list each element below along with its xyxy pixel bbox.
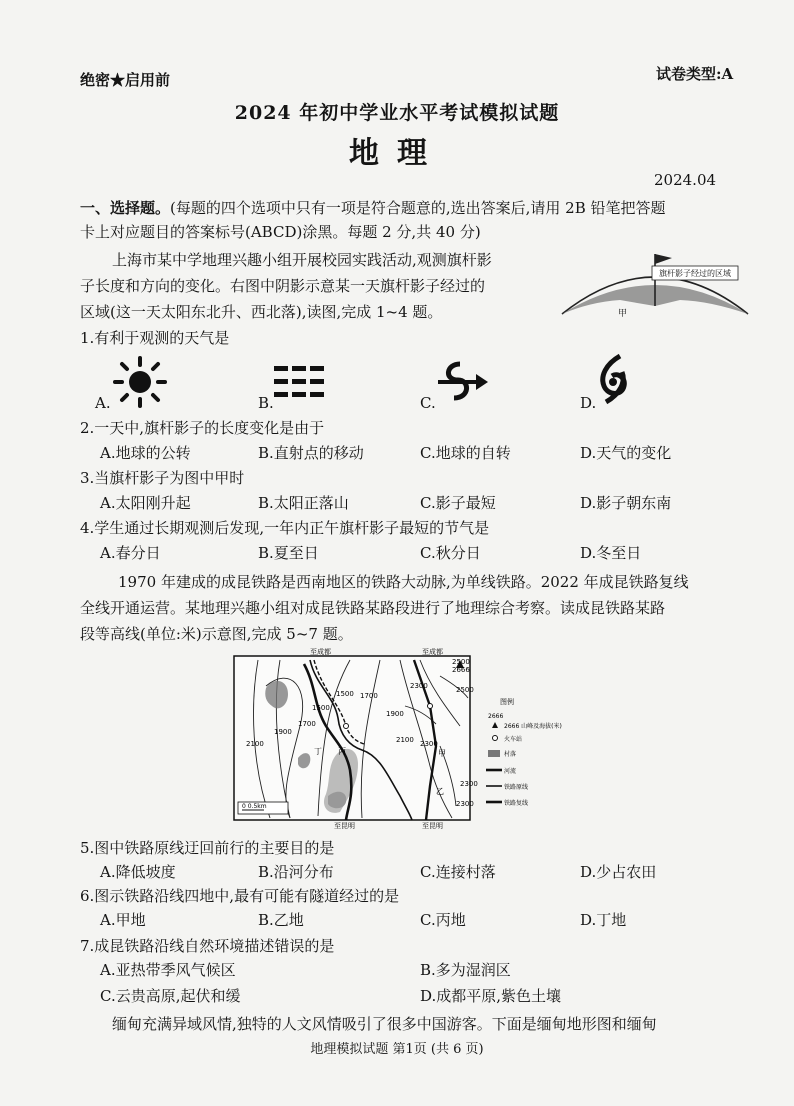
material1-line1: 上海市某中学地理兴趣小组开展校园实践活动,观测旗杆影 <box>112 251 492 269</box>
q7-option-b: B.多为湿润区 <box>420 961 511 979</box>
legend-village: 村落 <box>504 751 517 758</box>
figure-label: 旗杆影子经过的区域 <box>659 269 731 278</box>
contour-label: 1900 <box>274 728 292 736</box>
q1-option-c: C. <box>420 394 436 412</box>
contour-label: 1700 <box>298 720 316 728</box>
contour-label: 2300 <box>456 800 474 808</box>
material2-line2: 全线开通运营。某地理兴趣小组对成昆铁路某路段进行了地理综合考察。读成昆铁路某路 <box>80 599 666 617</box>
q2-option-d: D.天气的变化 <box>580 444 672 462</box>
contour-label: 2300 <box>460 780 478 788</box>
place-ding: 丁 <box>314 747 322 756</box>
figure-point-jia: 甲 <box>618 309 628 319</box>
q1-stem: 1.有利于观测的天气是 <box>80 329 230 347</box>
legend-station: 火车站 <box>504 736 523 743</box>
section-instructions-1 <box>80 198 666 218</box>
map-scale: 0 0.5km <box>242 803 267 810</box>
q7-option-c: C.云贵高原,起伏和缓 <box>100 987 241 1005</box>
q4-option-a: A.春分日 <box>100 544 161 562</box>
section-heading: 一、选择题。 <box>80 199 171 217</box>
to-chengdu-left: 至成都 <box>310 648 331 656</box>
sunny-icon <box>112 356 168 408</box>
contour-map <box>230 646 562 830</box>
contour-label: 2300 <box>410 682 428 690</box>
q5-option-a: A.降低坡度 <box>100 863 176 881</box>
q6-option-b: B.乙地 <box>258 911 304 929</box>
wind-arrow-icon <box>434 358 490 406</box>
contour-label: 2500 <box>452 658 470 666</box>
typhoon-icon <box>596 354 630 404</box>
legend-peak-value: 2666 <box>488 713 504 720</box>
material1-line3: 区域(这一天太阳东北升、西北落),读图,完成 1~4 题。 <box>80 303 443 321</box>
q5-stem: 5.图中铁路原线迂回前行的主要目的是 <box>80 839 335 857</box>
to-chengdu-right: 至成都 <box>422 648 443 656</box>
q3-option-d: D.影子朝东南 <box>580 494 672 512</box>
q6-option-a: A.甲地 <box>100 911 146 929</box>
page-footer: 地理模拟试题 第1页 (共 6 页) <box>310 1042 484 1057</box>
material2-line1: 1970 年建成的成昆铁路是西南地区的铁路大动脉,为单线铁路。2022 年成昆铁路复线 <box>118 573 689 591</box>
flagpole-shadow-figure <box>560 246 750 318</box>
to-kunming-right: 至昆明 <box>422 822 443 830</box>
q6-option-d: D.丁地 <box>580 911 627 929</box>
material1-line2: 子长度和方向的变化。右图中阴影示意某一天旗杆影子经过的 <box>80 277 486 295</box>
legend-peak: 2666 山峰及海拔(米) <box>504 723 562 730</box>
secret-label: 绝密★启用前 <box>80 71 171 89</box>
q6-stem: 6.图示铁路沿线四地中,最有可能有隧道经过的是 <box>80 887 400 905</box>
to-kunming-left: 至昆明 <box>334 822 355 830</box>
q5-option-c: C.连接村落 <box>420 863 496 881</box>
q3-option-c: C.影子最短 <box>420 494 496 512</box>
q7-stem: 7.成昆铁路沿线自然环境描述错误的是 <box>80 937 335 955</box>
q5-option-d: D.少占农田 <box>580 863 657 881</box>
q2-stem: 2.一天中,旗杆影子的长度变化是由于 <box>80 419 325 437</box>
contour-label: 2300 <box>420 740 438 748</box>
q5-option-b: B.沿河分布 <box>258 863 334 881</box>
q2-option-c: C.地球的自转 <box>420 444 511 462</box>
legend-new-rail: 铁路复线 <box>504 800 529 807</box>
q7-option-d: D.成都平原,紫色土壤 <box>420 987 562 1005</box>
peak-value: 2666 <box>452 666 470 674</box>
exam-date: 2024.04 <box>654 171 717 189</box>
q7-option-a: A.亚热带季风气候区 <box>100 961 236 979</box>
q4-stem: 4.学生通过长期观测后发现,一年内正午旗杆影子最短的节气是 <box>80 519 490 537</box>
q6-option-c: C.丙地 <box>420 911 466 929</box>
legend-river: 河流 <box>504 768 517 775</box>
q1-option-a: A. <box>95 394 111 412</box>
material2-line3: 段等高线(单位:米)示意图,完成 5~7 题。 <box>80 625 353 643</box>
q4-option-b: B.夏至日 <box>258 544 319 562</box>
fog-icon <box>274 364 326 400</box>
q1-option-d: D. <box>580 394 597 412</box>
q3-option-a: A.太阳刚升起 <box>100 494 191 512</box>
q4-option-c: C.秋分日 <box>420 544 481 562</box>
contour-label: 1500 <box>336 690 354 698</box>
exam-title: 2024 年初中学业水平考试模拟试题 <box>234 102 560 124</box>
material3-line1: 缅甸充满异域风情,独特的人文风情吸引了很多中国游客。下面是缅甸地形图和缅甸 <box>112 1015 657 1033</box>
q3-option-b: B.太阳正落山 <box>258 494 349 512</box>
q2-option-a: A.地球的公转 <box>100 444 191 462</box>
q4-option-d: D.冬至日 <box>580 544 642 562</box>
legend-old-rail: 铁路原线 <box>504 784 529 791</box>
contour-label: 1900 <box>386 710 404 718</box>
contour-label: 2100 <box>246 740 264 748</box>
contour-label: 2500 <box>456 686 474 694</box>
place-yi: 乙 <box>436 787 444 796</box>
q1-option-b: B. <box>258 394 274 412</box>
legend-title: 图例 <box>500 698 514 706</box>
instructions-line2: 卡上对应题目的答案标号(ABCD)涂黑。每题 2 分,共 40 分) <box>80 223 481 241</box>
contour-label: 1500 <box>312 704 330 712</box>
instructions-line1: (每题的四个选项中只有一项是符合题意的,选出答案后,请用 2B 铅笔把答题 <box>170 199 666 217</box>
place-bing: 丙 <box>338 747 346 756</box>
contour-label: 1700 <box>360 692 378 700</box>
place-jia: 甲 <box>438 749 446 758</box>
paper-type: 试卷类型:A <box>656 65 734 83</box>
q3-stem: 3.当旗杆影子为图中甲时 <box>80 469 245 487</box>
subject-title: 地理 <box>349 136 445 171</box>
contour-label: 2100 <box>396 736 414 744</box>
q2-option-b: B.直射点的移动 <box>258 444 364 462</box>
